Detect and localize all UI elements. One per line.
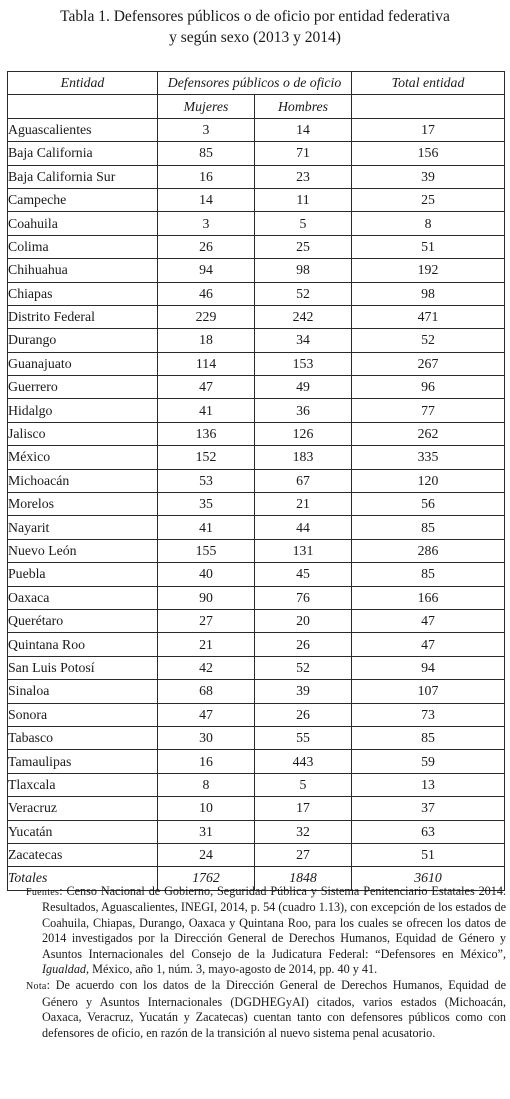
mujeres-cell: 16 bbox=[158, 750, 255, 773]
total-cell: 107 bbox=[352, 680, 505, 703]
state-name: Quintana Roo bbox=[8, 633, 158, 656]
total-cell: 96 bbox=[352, 376, 505, 399]
mujeres-cell: 47 bbox=[158, 376, 255, 399]
mujeres-cell: 53 bbox=[158, 469, 255, 492]
table-row bbox=[8, 726, 505, 749]
header-row bbox=[8, 72, 505, 95]
table-row bbox=[8, 493, 505, 516]
table-row bbox=[8, 235, 505, 258]
state-name: San Luis Potosí bbox=[8, 656, 158, 679]
hombres-cell: 25 bbox=[255, 235, 352, 258]
table-row bbox=[8, 376, 505, 399]
mujeres-cell: 21 bbox=[158, 633, 255, 656]
state-name: Jalisco bbox=[8, 422, 158, 445]
hombres-cell: 49 bbox=[255, 376, 352, 399]
state-name: Coahuila bbox=[8, 212, 158, 235]
total-cell: 94 bbox=[352, 656, 505, 679]
table-row bbox=[8, 165, 505, 188]
totals-hombres: 1848 bbox=[255, 867, 352, 890]
total-cell: 85 bbox=[352, 563, 505, 586]
totals-mujeres: 1762 bbox=[158, 867, 255, 890]
mujeres-cell: 3 bbox=[158, 118, 255, 141]
mujeres-cell: 30 bbox=[158, 726, 255, 749]
totals-label: Totales bbox=[8, 867, 158, 890]
table-row bbox=[8, 633, 505, 656]
table-row bbox=[8, 329, 505, 352]
total-cell: 25 bbox=[352, 188, 505, 211]
mujeres-cell: 16 bbox=[158, 165, 255, 188]
header-defensores: Defensores públicos o de oficio bbox=[158, 72, 352, 95]
total-cell: 471 bbox=[352, 305, 505, 328]
hombres-cell: 131 bbox=[255, 539, 352, 562]
hombres-cell: 36 bbox=[255, 399, 352, 422]
mujeres-cell: 18 bbox=[158, 329, 255, 352]
hombres-cell: 26 bbox=[255, 703, 352, 726]
mujeres-cell: 94 bbox=[158, 259, 255, 282]
mujeres-cell: 155 bbox=[158, 539, 255, 562]
table-body bbox=[8, 118, 505, 867]
table-row bbox=[8, 352, 505, 375]
mujeres-cell: 26 bbox=[158, 235, 255, 258]
title-line-1: Tabla 1. Defensores públicos o de oficio por entidad federativa bbox=[60, 8, 450, 25]
fuentes-label: Fuentes bbox=[26, 887, 60, 898]
note-fuentes bbox=[26, 884, 506, 977]
mujeres-cell: 229 bbox=[158, 305, 255, 328]
total-cell: 59 bbox=[352, 750, 505, 773]
subheader-empty-total bbox=[352, 95, 505, 118]
total-cell: 166 bbox=[352, 586, 505, 609]
fuentes-text: : Censo Nacional de Gobierno, Seguridad Pública y Sistema Penitenciario Estatales 2014. Resultados, Aguascalientes, INEGI, 2014, p. 54 (cuadro 1.13), con excepción de los estados de Coahuila, Chiapas, Durango, Oaxaca y Quintana Roo, para los cuales se ofrecen los datos de 2014 investigados por la Dirección General de Derechos Humanos, Equidad de Género y Asuntos Internacionales del Consejo de la Judicatura Federal: “Defensores en México”, bbox=[42, 884, 506, 961]
hombres-cell: 34 bbox=[255, 329, 352, 352]
table-row bbox=[8, 188, 505, 211]
total-cell: 85 bbox=[352, 516, 505, 539]
header-hombres: Hombres bbox=[255, 95, 352, 118]
state-name: Hidalgo bbox=[8, 399, 158, 422]
state-name: Colima bbox=[8, 235, 158, 258]
total-cell: 77 bbox=[352, 399, 505, 422]
state-name: Guanajuato bbox=[8, 352, 158, 375]
hombres-cell: 5 bbox=[255, 212, 352, 235]
hombres-cell: 11 bbox=[255, 188, 352, 211]
table-row bbox=[8, 399, 505, 422]
totals-total: 3610 bbox=[352, 867, 505, 890]
total-cell: 120 bbox=[352, 469, 505, 492]
state-name: Querétaro bbox=[8, 609, 158, 632]
hombres-cell: 183 bbox=[255, 446, 352, 469]
hombres-cell: 23 bbox=[255, 165, 352, 188]
hombres-cell: 52 bbox=[255, 656, 352, 679]
nota-text: : De acuerdo con los datos de la Dirección General de Derechos Humanos, Equidad de Género y Asuntos Internacionales (DGDHEGyAI) citados, varios estados (Michoacán, Oaxaca, Veracruz, Yucatán y Zacatecas) cuentan tanto con defensores públicos como con defensores de oficio, en razón de la transición al nuevo sistema penal acusatorio. bbox=[42, 978, 506, 1040]
total-cell: 335 bbox=[352, 446, 505, 469]
total-cell: 17 bbox=[352, 118, 505, 141]
mujeres-cell: 27 bbox=[158, 609, 255, 632]
hombres-cell: 17 bbox=[255, 797, 352, 820]
mujeres-cell: 136 bbox=[158, 422, 255, 445]
total-cell: 262 bbox=[352, 422, 505, 445]
note-nota bbox=[26, 978, 506, 1041]
table-row bbox=[8, 703, 505, 726]
hombres-cell: 39 bbox=[255, 680, 352, 703]
mujeres-cell: 31 bbox=[158, 820, 255, 843]
total-cell: 52 bbox=[352, 329, 505, 352]
fuentes-end: , México, año 1, núm. 3, mayo-agosto de 2014, pp. 40 y 41. bbox=[86, 962, 378, 977]
state-name: Tlaxcala bbox=[8, 773, 158, 796]
total-cell: 37 bbox=[352, 797, 505, 820]
mujeres-cell: 85 bbox=[158, 142, 255, 165]
total-cell: 51 bbox=[352, 843, 505, 866]
subheader-empty bbox=[8, 95, 158, 118]
notes bbox=[26, 884, 506, 1042]
total-cell: 47 bbox=[352, 609, 505, 632]
hombres-cell: 98 bbox=[255, 259, 352, 282]
state-name: Zacatecas bbox=[8, 843, 158, 866]
table-row bbox=[8, 516, 505, 539]
state-name: Yucatán bbox=[8, 820, 158, 843]
hombres-cell: 71 bbox=[255, 142, 352, 165]
hombres-cell: 52 bbox=[255, 282, 352, 305]
mujeres-cell: 152 bbox=[158, 446, 255, 469]
state-name: Baja California Sur bbox=[8, 165, 158, 188]
state-name: Puebla bbox=[8, 563, 158, 586]
state-name: Guerrero bbox=[8, 376, 158, 399]
table-row bbox=[8, 680, 505, 703]
total-cell: 8 bbox=[352, 212, 505, 235]
table-row bbox=[8, 305, 505, 328]
hombres-cell: 27 bbox=[255, 843, 352, 866]
mujeres-cell: 40 bbox=[158, 563, 255, 586]
total-cell: 51 bbox=[352, 235, 505, 258]
mujeres-cell: 46 bbox=[158, 282, 255, 305]
total-cell: 98 bbox=[352, 282, 505, 305]
mujeres-cell: 41 bbox=[158, 516, 255, 539]
mujeres-cell: 90 bbox=[158, 586, 255, 609]
table-row bbox=[8, 586, 505, 609]
hombres-cell: 44 bbox=[255, 516, 352, 539]
mujeres-cell: 47 bbox=[158, 703, 255, 726]
header-total: Total entidad bbox=[352, 72, 505, 95]
table-row bbox=[8, 282, 505, 305]
total-cell: 56 bbox=[352, 493, 505, 516]
hombres-cell: 5 bbox=[255, 773, 352, 796]
state-name: Baja California bbox=[8, 142, 158, 165]
state-name: Sinaloa bbox=[8, 680, 158, 703]
total-cell: 156 bbox=[352, 142, 505, 165]
hombres-cell: 242 bbox=[255, 305, 352, 328]
table-row bbox=[8, 843, 505, 866]
hombres-cell: 67 bbox=[255, 469, 352, 492]
state-name: Aguascalientes bbox=[8, 118, 158, 141]
table-row bbox=[8, 773, 505, 796]
hombres-cell: 153 bbox=[255, 352, 352, 375]
state-name: Veracruz bbox=[8, 797, 158, 820]
hombres-cell: 126 bbox=[255, 422, 352, 445]
total-cell: 286 bbox=[352, 539, 505, 562]
state-name: México bbox=[8, 446, 158, 469]
header-entidad: Entidad bbox=[8, 72, 158, 95]
nota-label: Nota bbox=[26, 981, 47, 993]
table-row bbox=[8, 446, 505, 469]
table-row bbox=[8, 469, 505, 492]
hombres-cell: 45 bbox=[255, 563, 352, 586]
hombres-cell: 76 bbox=[255, 586, 352, 609]
title-line-2: y según sexo (2013 y 2014) bbox=[169, 29, 341, 46]
table-row bbox=[8, 422, 505, 445]
defensores-table bbox=[7, 71, 505, 891]
total-cell: 73 bbox=[352, 703, 505, 726]
hombres-cell: 32 bbox=[255, 820, 352, 843]
mujeres-cell: 114 bbox=[158, 352, 255, 375]
table-title bbox=[0, 6, 510, 48]
state-name: Tamaulipas bbox=[8, 750, 158, 773]
hombres-cell: 20 bbox=[255, 609, 352, 632]
header-mujeres: Mujeres bbox=[158, 95, 255, 118]
table-row bbox=[8, 212, 505, 235]
state-name: Michoacán bbox=[8, 469, 158, 492]
total-cell: 47 bbox=[352, 633, 505, 656]
mujeres-cell: 8 bbox=[158, 773, 255, 796]
hombres-cell: 443 bbox=[255, 750, 352, 773]
total-cell: 192 bbox=[352, 259, 505, 282]
total-cell: 13 bbox=[352, 773, 505, 796]
hombres-cell: 55 bbox=[255, 726, 352, 749]
table-row bbox=[8, 142, 505, 165]
state-name: Nuevo León bbox=[8, 539, 158, 562]
state-name: Morelos bbox=[8, 493, 158, 516]
table-row bbox=[8, 820, 505, 843]
state-name: Distrito Federal bbox=[8, 305, 158, 328]
mujeres-cell: 35 bbox=[158, 493, 255, 516]
state-name: Sonora bbox=[8, 703, 158, 726]
mujeres-cell: 68 bbox=[158, 680, 255, 703]
mujeres-cell: 10 bbox=[158, 797, 255, 820]
mujeres-cell: 41 bbox=[158, 399, 255, 422]
mujeres-cell: 14 bbox=[158, 188, 255, 211]
table-row bbox=[8, 750, 505, 773]
table-row bbox=[8, 259, 505, 282]
table-row bbox=[8, 563, 505, 586]
total-cell: 63 bbox=[352, 820, 505, 843]
total-cell: 267 bbox=[352, 352, 505, 375]
state-name: Durango bbox=[8, 329, 158, 352]
state-name: Campeche bbox=[8, 188, 158, 211]
table-row bbox=[8, 539, 505, 562]
hombres-cell: 14 bbox=[255, 118, 352, 141]
state-name: Oaxaca bbox=[8, 586, 158, 609]
hombres-cell: 26 bbox=[255, 633, 352, 656]
state-name: Chiapas bbox=[8, 282, 158, 305]
mujeres-cell: 42 bbox=[158, 656, 255, 679]
subheader-row bbox=[8, 95, 505, 118]
state-name: Tabasco bbox=[8, 726, 158, 749]
fuentes-italic: Igualdad bbox=[42, 962, 87, 977]
state-name: Chihuahua bbox=[8, 259, 158, 282]
table-row bbox=[8, 609, 505, 632]
total-cell: 85 bbox=[352, 726, 505, 749]
state-name: Nayarit bbox=[8, 516, 158, 539]
mujeres-cell: 24 bbox=[158, 843, 255, 866]
mujeres-cell: 3 bbox=[158, 212, 255, 235]
hombres-cell: 21 bbox=[255, 493, 352, 516]
table-row bbox=[8, 118, 505, 141]
table-row bbox=[8, 656, 505, 679]
table-row bbox=[8, 797, 505, 820]
total-cell: 39 bbox=[352, 165, 505, 188]
